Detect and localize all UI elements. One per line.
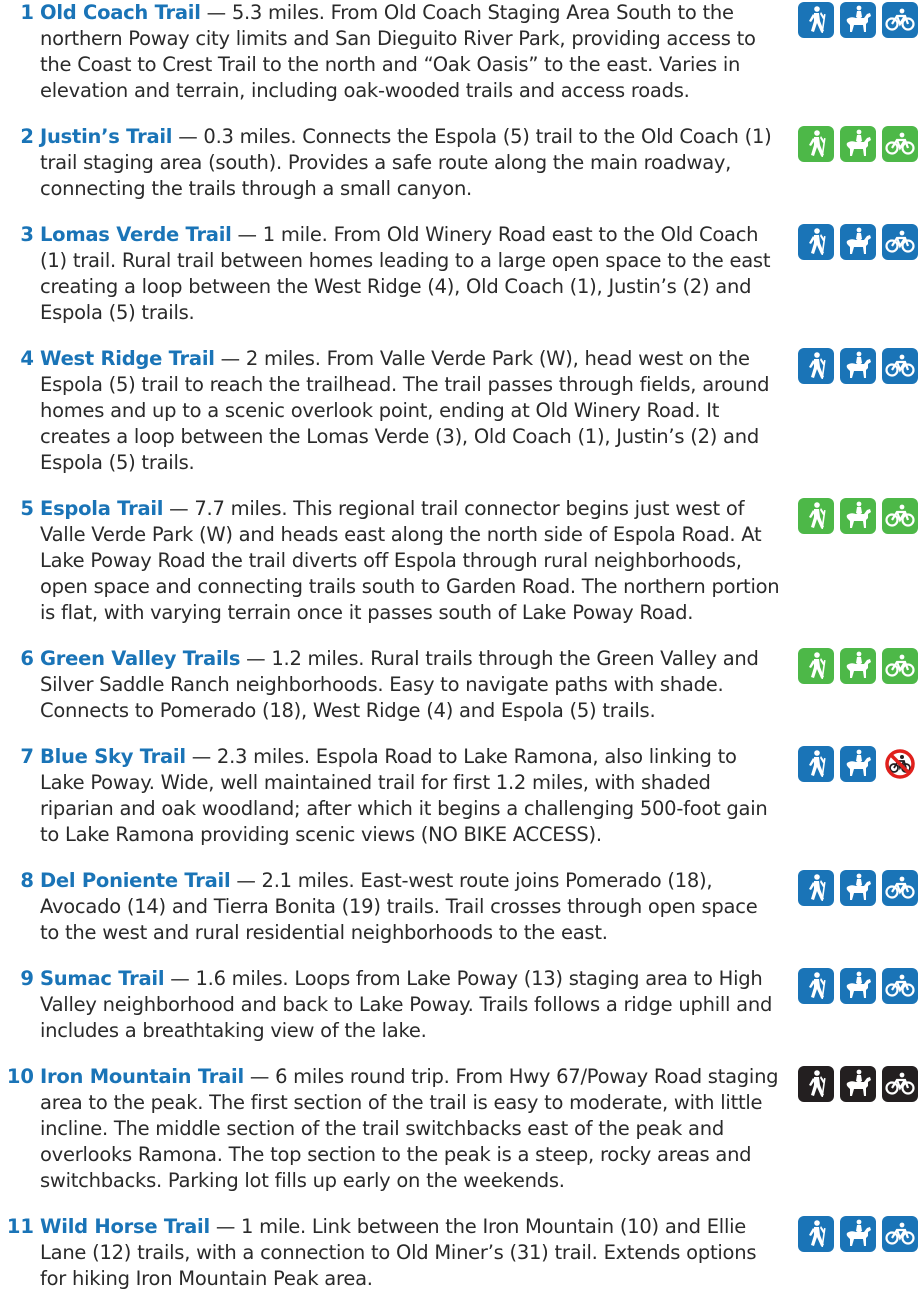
trail-description-block [40,744,780,848]
trail-description-block [40,124,780,202]
equestrian-icon [840,1216,876,1252]
equestrian-icon [840,2,876,38]
trail-name: West Ridge Trail [40,347,215,370]
trail-name: Del Poniente Trail [40,869,231,892]
hiking-icon [798,1066,834,1102]
trail-description: 1 mile. Link between the Iron Mountain (10) and Ellie Lane (12) trails, with a connection to Old Miner’s (31) trail. Extends options for hiking Iron Mountain Peak area. [40,1215,757,1290]
hiking-icon [798,648,834,684]
bicycle-icon [882,648,918,684]
trail-use-icons [798,968,918,1004]
equestrian-icon [840,348,876,384]
trail-name: Green Valley Trails [40,647,241,670]
equestrian-icon [840,498,876,534]
trail-number: 10 [6,1065,34,1088]
hiking-icon [798,498,834,534]
trail-description: 5.3 miles. From Old Coach Staging Area South to the northern Poway city limits and San Dieguito River Park, providing access to the Coast to Crest Trail to the north and “Oak Oasis” to the east. Varies in elevation and terrain, including oak-wooded trails and access roads. [40,1,756,102]
trail-description-block [40,646,780,724]
trail-name: Old Coach Trail [40,1,201,24]
trail-description-block [40,346,780,476]
trail-description: 6 miles round trip. From Hwy 67/Poway Road staging area to the peak. The first section of the trail is easy to moderate, with little incline. The middle section of the trail switchbacks east of the peak and overlooks Ramona. The top section to the peak is a steep, rocky areas and switchbacks. Parking lot fills up early on the weekends. [40,1065,779,1192]
trail-name: Espola Trail [40,497,164,520]
bicycle-icon [882,870,918,906]
equestrian-icon [840,870,876,906]
trail-number: 11 [6,1215,34,1238]
em-dash: — [249,1065,270,1088]
trail-description: 2.1 miles. East-west route joins Pomerado (18), Avocado (14) and Tierra Bonita (19) trails. Trail crosses through open space to the west and rural residential neighborhoods to the east. [40,869,758,944]
trail-description: 7.7 miles. This regional trail connector begins just west of Valle Verde Park (W) and heads east along the north side of Espola Road. At Lake Poway Road the trail diverts off Espola through rural neighborhoods, open space and connecting trails south to Garden Road. The northern portion is flat, with varying terrain once it passes south of Lake Poway Road. [40,497,780,624]
equestrian-icon [840,1066,876,1102]
equestrian-icon [840,126,876,162]
em-dash: — [237,223,257,246]
trail-name: Wild Horse Trail [40,1215,210,1238]
bicycle-icon [882,498,918,534]
trail-use-icons [798,348,918,384]
trail-description: 1.2 miles. Rural trails through the Green Valley and Silver Saddle Ranch neighborhoods. Easy to navigate paths with shade. Connects to Pomerado (18), West Ridge (4) and Espola (5) trails. [40,647,759,722]
trail-description: 2.3 miles. Espola Road to Lake Ramona, also linking to Lake Poway. Wide, well maintained trail for first 1.2 miles, with shaded riparian and oak woodland; after which it begins a challenging 500-foot gain to Lake Ramona providing scenic views (NO BIKE ACCESS). [40,745,768,846]
bicycle-icon [882,1216,918,1252]
no-bicycle-icon [882,746,918,782]
trail-use-icons [798,870,918,906]
bicycle-icon [882,968,918,1004]
trail-number: 1 [20,1,34,24]
equestrian-icon [840,968,876,1004]
trail-name: Sumac Trail [40,967,165,990]
bicycle-icon [882,1066,918,1102]
trail-use-icons [798,1216,918,1252]
trail-description: 0.3 miles. Connects the Espola (5) trail to the Old Coach (1) trail staging area (south). Provides a safe route along the main roadway, connecting the trails through a small canyon. [40,125,772,200]
trail-name: Justin’s Trail [40,125,173,148]
bicycle-icon [882,2,918,38]
bicycle-icon [882,348,918,384]
hiking-icon [798,968,834,1004]
trail-number: 9 [20,967,34,990]
hiking-icon [798,224,834,260]
trail-description: 2 miles. From Valle Verde Park (W), head west on the Espola (5) trail to reach the trailhead. The trail passes through fields, around homes and up to a scenic overlook point, ending at Old Winery Road. It creates a loop between the Lomas Verde (3), Old Coach (1), Justin’s (2) and Espola (5) trails. [40,347,770,474]
trail-number: 7 [20,745,34,768]
em-dash: — [169,497,189,520]
trail-description: 1 mile. From Old Winery Road east to the Old Coach (1) trail. Rural trail between homes leading to a large open space to the east creating a loop between the West Ridge (4), Old Coach (1), Justin’s (2) and Espola (5) trails. [40,223,771,324]
trail-use-icons [798,224,918,260]
trail-name: Iron Mountain Trail [40,1065,244,1088]
em-dash: — [236,869,256,892]
trail-description-block [40,966,780,1044]
trail-number: 4 [20,347,34,370]
em-dash: — [191,745,211,768]
equestrian-icon [840,746,876,782]
trail-use-icons [798,498,918,534]
trail-description-block [40,496,780,626]
em-dash: — [220,347,240,370]
trail-name: Lomas Verde Trail [40,223,232,246]
hiking-icon [798,1216,834,1252]
trail-number: 6 [20,647,34,670]
trail-use-icons [798,126,918,162]
trail-description-block [40,0,780,104]
trail-number: 2 [20,125,34,148]
em-dash: — [246,647,266,670]
em-dash: — [178,125,198,148]
trail-number: 5 [20,497,34,520]
trail-use-icons [798,2,918,38]
hiking-icon [798,126,834,162]
trail-description-block [40,868,780,946]
bicycle-icon [882,224,918,260]
trail-description-block [40,1214,780,1292]
trail-number: 3 [20,223,34,246]
trail-number: 8 [20,869,34,892]
equestrian-icon [840,224,876,260]
bicycle-icon [882,126,918,162]
trail-use-icons [798,746,918,782]
hiking-icon [798,348,834,384]
equestrian-icon [840,648,876,684]
em-dash: — [215,1215,236,1238]
trail-name: Blue Sky Trail [40,745,186,768]
em-dash: — [206,1,226,24]
em-dash: — [170,967,190,990]
trail-use-icons [798,648,918,684]
trail-use-icons [798,1066,918,1102]
trail-description: 1.6 miles. Loops from Lake Poway (13) staging area to High Valley neighborhood and back to Lake Poway. Trails follows a ridge uphill and includes a breathtaking view of the lake. [40,967,773,1042]
hiking-icon [798,870,834,906]
hiking-icon [798,746,834,782]
hiking-icon [798,2,834,38]
trail-description-block [40,222,780,326]
trail-description-block [40,1064,780,1194]
